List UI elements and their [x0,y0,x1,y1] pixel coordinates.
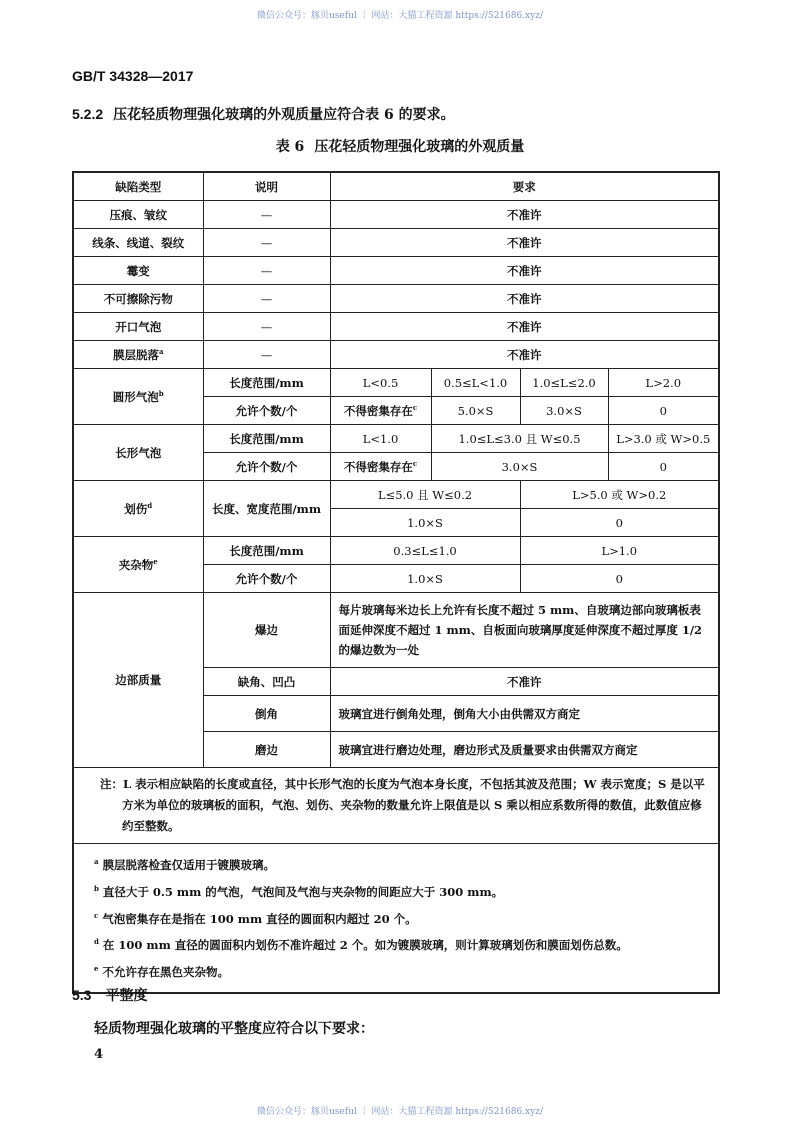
count-value: 1.0×S [330,509,520,537]
footnote-text: 直径大于 0.5 mm 的气泡，气泡间及气泡与夹杂物的间距应大于 300 mm。 [102,884,504,899]
table-row [73,285,719,313]
header-cell: 说明 [203,172,330,201]
range-label: 长度范围/mm [203,369,330,397]
defect-type [73,369,203,425]
table-title: 压花轻质物理强化玻璃的外观质量 [314,139,525,155]
footnote-mark: d [147,500,153,510]
table-note: 注：L 表示相应缺陷的长度或直径，其中长形气泡的长度为气泡本身长度，不包括其波及范围；W 表示宽度；S 是以平方米为单位的玻璃板的面积，气泡、划伤、夹杂物的数量允许上限值是以 S 乘以相应系数所得的数值，此数值应修约至整数。 [73,768,719,844]
footnote [94,904,708,931]
count-label: 允许个数/个 [203,453,330,481]
table-note-row [73,768,719,844]
range-value: L>1.0 [520,537,719,565]
table-row [73,313,719,341]
description: — [203,341,330,369]
defect-type [73,341,203,369]
count-value: 0 [520,565,719,593]
table-row [73,257,719,285]
footnote [94,850,708,877]
defect-type: 霉变 [73,257,203,285]
count-text: 不得密集存在 [343,459,413,474]
count-value: 3.0×S [520,397,608,425]
edge-item: 爆边 [203,593,330,668]
requirement: 不准许 [330,341,719,369]
requirement: 不准许 [330,229,719,257]
description: — [203,201,330,229]
defect-type [73,537,203,593]
table-header [73,172,719,201]
requirement: 玻璃宜进行磨边处理，磨边形式及质量要求由供需双方商定 [330,732,719,768]
defect-type-label: 膜层脱落 [112,347,159,362]
table-caption [0,136,800,156]
footnote-text: 气泡密集存在是指在 100 mm 直径的圆面积内超过 20 个。 [102,911,417,926]
requirement: 不准许 [330,257,719,285]
range-label: 长度范围/mm [203,425,330,453]
range-value: L<0.5 [330,369,431,397]
defect-type: 长形气泡 [73,425,203,481]
requirement: 不准许 [330,313,719,341]
requirement: 玻璃宜进行倒角处理，倒角大小由供需双方商定 [330,696,719,732]
defect-type: 不可擦除污物 [73,285,203,313]
range-value: 1.0≤L≤2.0 [520,369,608,397]
table-number: 表 6 [275,139,305,155]
edge-item: 缺角、凹凸 [203,668,330,696]
section-number: 5.3 [72,987,92,1003]
section-title: 平整度 [105,988,148,1004]
count-value [330,397,431,425]
table-row [73,229,719,257]
count-value [330,453,431,481]
defect-type-label: 划伤 [124,501,148,516]
standard-code: GB/T 34328—2017 [72,68,194,84]
table-row [73,341,719,369]
description: — [203,285,330,313]
edge-item: 倒角 [203,696,330,732]
count-value: 0 [608,397,719,425]
watermark-bottom: 微信公众号：豚贝useful ｜ 网站：大猫工程资源 https://521686.xyz/ [257,1107,543,1117]
appearance-quality-table [72,171,720,994]
defect-type-label: 夹杂物 [118,557,154,572]
range-value: 1.0≤L≤3.0 且 W≤0.5 [431,425,608,453]
requirement: 不准许 [330,285,719,313]
description: — [203,313,330,341]
table-row-long-bubble [73,425,719,453]
footnote-mark: e [153,556,158,566]
range-value: L≤5.0 且 W≤0.2 [330,481,520,509]
requirement: 不准许 [330,201,719,229]
count-label: 允许个数/个 [203,397,330,425]
range-value: L<1.0 [330,425,431,453]
footnote-text: 在 100 mm 直径的圆面积内划伤不准许超过 2 个。如为镀膜玻璃，则计算玻璃划伤和膜面划伤总数。 [102,938,628,953]
requirement: 每片玻璃每米边长上允许有长度不超过 5 mm、自玻璃边部向玻璃板表面延伸深度不超过 1 mm、自板面向玻璃厚度延伸深度不超过厚度 1/2 的爆边数为一处 [330,593,719,668]
count-value: 5.0×S [431,397,520,425]
table-footnotes [73,844,719,994]
range-value: L>2.0 [608,369,719,397]
requirement: 不准许 [330,668,719,696]
footnote [94,957,708,984]
defect-type: 开口气泡 [73,313,203,341]
footnote-mark: e [94,964,99,974]
table-row-inclusion [73,537,719,565]
footnote-mark: a [158,346,164,356]
page-number: 4 [94,1047,104,1062]
range-value: 0.5≤L<1.0 [431,369,520,397]
footnote-text: 膜层脱落检查仅适用于镀膜玻璃。 [102,857,276,872]
footnote-text: 不允许存在黑色夹杂物。 [102,965,229,980]
description: — [203,257,330,285]
table-row [73,201,719,229]
count-text: 不得密集存在 [343,403,413,418]
footnote [94,877,708,904]
clause-text: 压花轻质物理强化玻璃的外观质量应符合表 6 的要求。 [113,107,455,123]
defect-type [73,481,203,537]
range-label: 长度范围/mm [203,537,330,565]
defect-type-label: 圆形气泡 [112,389,159,404]
count-value: 3.0×S [431,453,608,481]
defect-type: 压痕、皱纹 [73,201,203,229]
defect-type: 边部质量 [73,593,203,768]
range-value: L>5.0 或 W>0.2 [520,481,719,509]
range-value: 0.3≤L≤1.0 [330,537,520,565]
footnote-mark: d [94,937,99,947]
range-value: L>3.0 或 W>0.5 [608,425,719,453]
footnote-mark: c [412,402,418,412]
description: — [203,229,330,257]
range-label: 长度、宽度范围/mm [203,481,330,537]
header-cell: 缺陷类型 [73,172,203,201]
section-heading [72,985,147,1005]
table-row-edge [73,593,719,668]
clause-5-2-2 [72,104,455,124]
footnote-mark: b [158,388,164,398]
footnote [94,930,708,957]
header-cell: 要求 [330,172,719,201]
count-value: 0 [608,453,719,481]
paragraph: 轻质物理强化玻璃的平整度应符合以下要求： [94,1021,374,1037]
count-value: 0 [520,509,719,537]
count-value: 1.0×S [330,565,520,593]
footnote-mark: a [94,857,99,866]
edge-item: 磨边 [203,732,330,768]
count-label: 允许个数/个 [203,565,330,593]
table-footnotes-row [73,844,719,994]
clause-number: 5.2.2 [72,106,104,122]
watermark-top: 微信公众号：豚贝useful ｜ 网站：大猫工程资源 https://521686.xyz/ [257,11,543,21]
table-row-round-bubble [73,369,719,397]
footnote-mark: b [94,883,99,893]
footnote-mark: c [94,910,99,920]
footnote-mark: c [412,458,418,468]
defect-type: 线条、线道、裂纹 [73,229,203,257]
table-row-scratch [73,481,719,509]
